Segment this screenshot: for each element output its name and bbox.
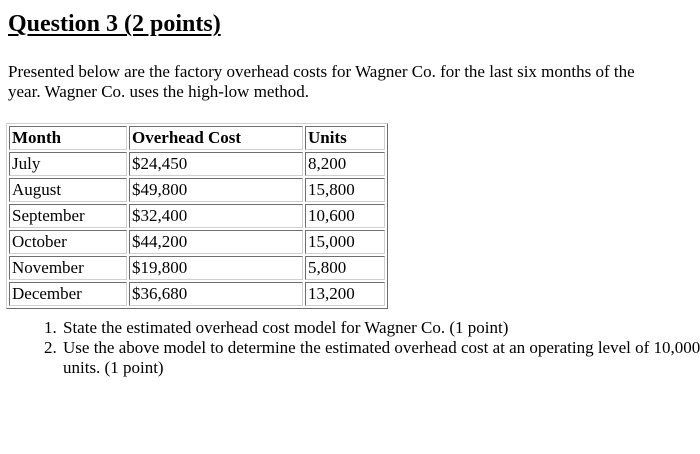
cell-units: 8,200 <box>305 152 385 176</box>
table-header-row <box>9 126 385 150</box>
cell-month: December <box>9 282 127 306</box>
cell-units: 15,000 <box>305 230 385 254</box>
cell-overhead-cost: $32,400 <box>129 204 303 228</box>
cell-overhead-cost: $19,800 <box>129 256 303 280</box>
table-row <box>9 230 385 254</box>
overhead-cost-table <box>6 123 388 309</box>
cell-units: 13,200 <box>305 282 385 306</box>
intro-paragraph: Presented below are the factory overhead costs for Wagner Co. for the last six months of the year. Wagner Co. uses the high-low method. <box>8 62 635 101</box>
list-item: 2. Use the above model to determine the estimated overhead cost at an operating level of 10,000 units. (1 point) <box>61 338 700 378</box>
cell-units: 15,800 <box>305 178 385 202</box>
list-item: 1. State the estimated overhead cost model for Wagner Co. (1 point) <box>61 318 700 338</box>
table-row <box>9 152 385 176</box>
task-list <box>23 318 700 378</box>
cell-month: October <box>9 230 127 254</box>
table-row <box>9 282 385 306</box>
cell-overhead-cost: $36,680 <box>129 282 303 306</box>
table-row <box>9 256 385 280</box>
cell-overhead-cost: $24,450 <box>129 152 303 176</box>
header-overhead-cost: Overhead Cost <box>129 126 303 150</box>
cell-overhead-cost: $49,800 <box>129 178 303 202</box>
question-title: Question 3 (2 points) <box>8 11 221 37</box>
cell-month: August <box>9 178 127 202</box>
cell-units: 10,600 <box>305 204 385 228</box>
header-units: Units <box>305 126 385 150</box>
cell-month: July <box>9 152 127 176</box>
table-row <box>9 204 385 228</box>
header-month: Month <box>9 126 127 150</box>
cell-units: 5,800 <box>305 256 385 280</box>
table-row <box>9 178 385 202</box>
cell-overhead-cost: $44,200 <box>129 230 303 254</box>
cell-month: November <box>9 256 127 280</box>
cell-month: September <box>9 204 127 228</box>
